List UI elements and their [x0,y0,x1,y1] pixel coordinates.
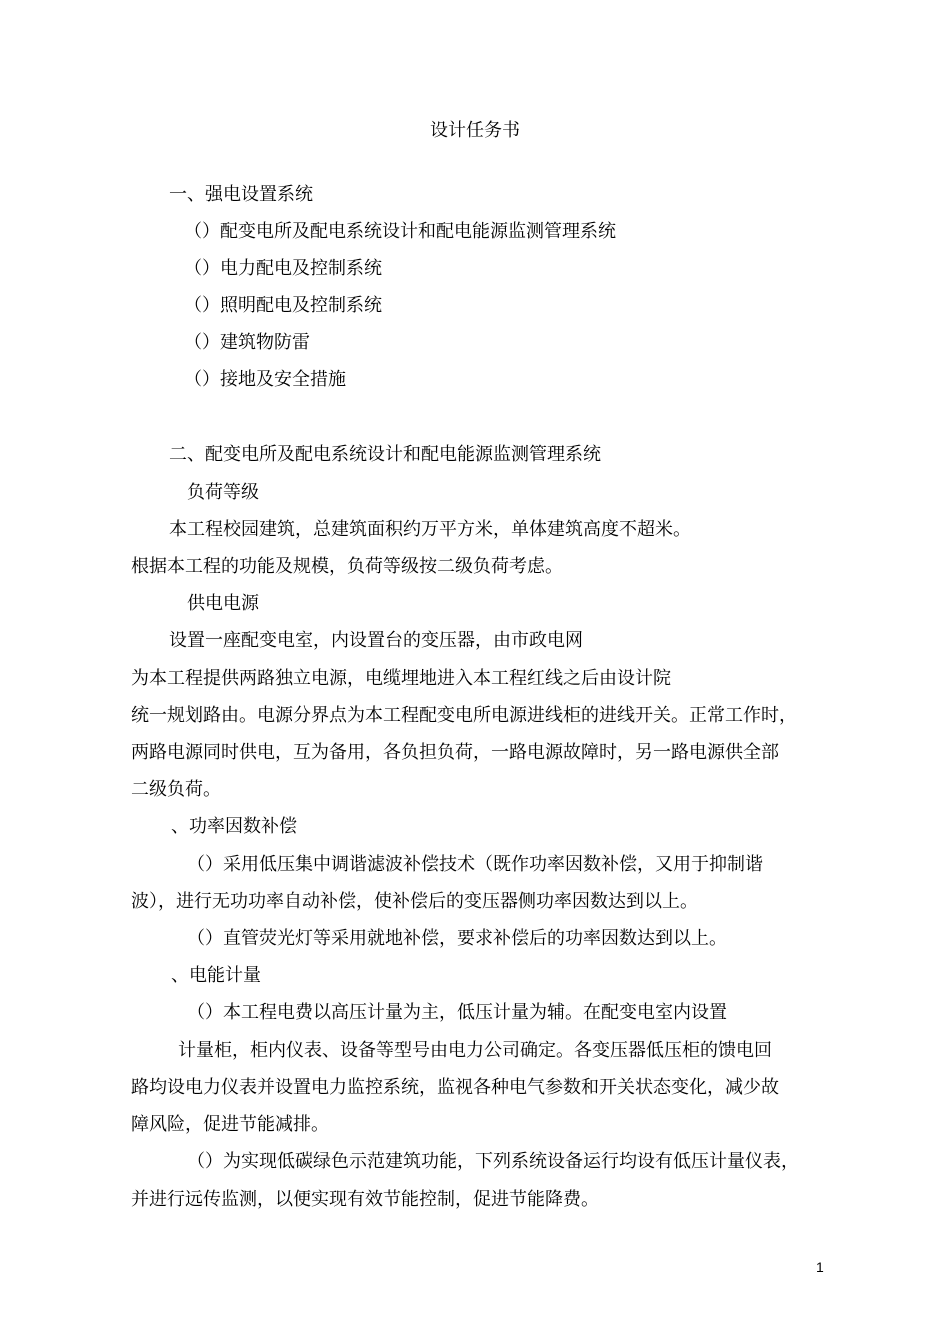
paragraph-line: 设置一座配变电室，内设置台的变压器，由市政电网 [169,630,583,651]
paragraph-line: 为本工程提供两路独立电源，电缆埋地进入本工程红线之后由设计院 [131,668,671,689]
paragraph-line: 波），进行无功功率自动补偿，使补偿后的变压器侧功率因数达到以上。 [131,891,698,912]
paragraph-line: 统一规划路由。电源分界点为本工程配变电所电源进线柜的进线开关。正常工作时， [131,705,797,726]
paragraph-line: 二级负荷。 [131,779,221,800]
paragraph-line: 计量柜，柜内仪表、设备等型号由电力公司确定。各变压器低压柜的馈电回 [178,1040,772,1061]
paragraph-line: （）直管荧光灯等采用就地补偿，要求补偿后的功率因数达到以上。 [187,928,727,949]
subsection-heading: 、电能计量 [171,965,261,986]
paragraph-line: 并进行远传监测，以便实现有效节能控制，促进节能降费。 [131,1189,599,1210]
page-title: 设计任务书 [430,120,520,141]
paragraph-line: 两路电源同时供电，互为备用，各负担负荷，一路电源故障时，另一路电源供全部 [131,742,779,763]
paragraph-line: 障风险，促进节能减排。 [131,1114,329,1135]
subsection-heading: 供电电源 [187,593,259,614]
page-number: 1 [816,1259,824,1275]
subsection-heading: 负荷等级 [187,482,259,503]
section-heading: 一、强电设置系统 [169,184,313,205]
section-heading: 二、配变电所及配电系统设计和配电能源监测管理系统 [169,444,601,465]
subsection-heading: 、功率因数补偿 [171,816,297,837]
paragraph-line: 根据本工程的功能及规模，负荷等级按二级负荷考虑。 [131,556,563,577]
list-item: （）配变电所及配电系统设计和配电能源监测管理系统 [184,221,616,242]
paragraph-line: （）为实现低碳绿色示范建筑功能，下列系统设备运行均设有低压计量仪表， [187,1151,799,1172]
list-item: （）建筑物防雷 [184,332,310,353]
paragraph-line: 路均设电力仪表并设置电力监控系统，监视各种电气参数和开关状态变化，减少故 [131,1077,779,1098]
paragraph-line: 本工程校园建筑，总建筑面积约万平方米，单体建筑高度不超米。 [169,519,691,540]
list-item: （）照明配电及控制系统 [184,295,382,316]
paragraph-line: （）采用低压集中调谐滤波补偿技术（既作功率因数补偿，又用于抑制谐 [187,854,763,875]
list-item: （）电力配电及控制系统 [184,258,382,279]
list-item: （）接地及安全措施 [184,369,346,390]
paragraph-line: （）本工程电费以高压计量为主，低压计量为辅。在配变电室内设置 [187,1002,727,1023]
